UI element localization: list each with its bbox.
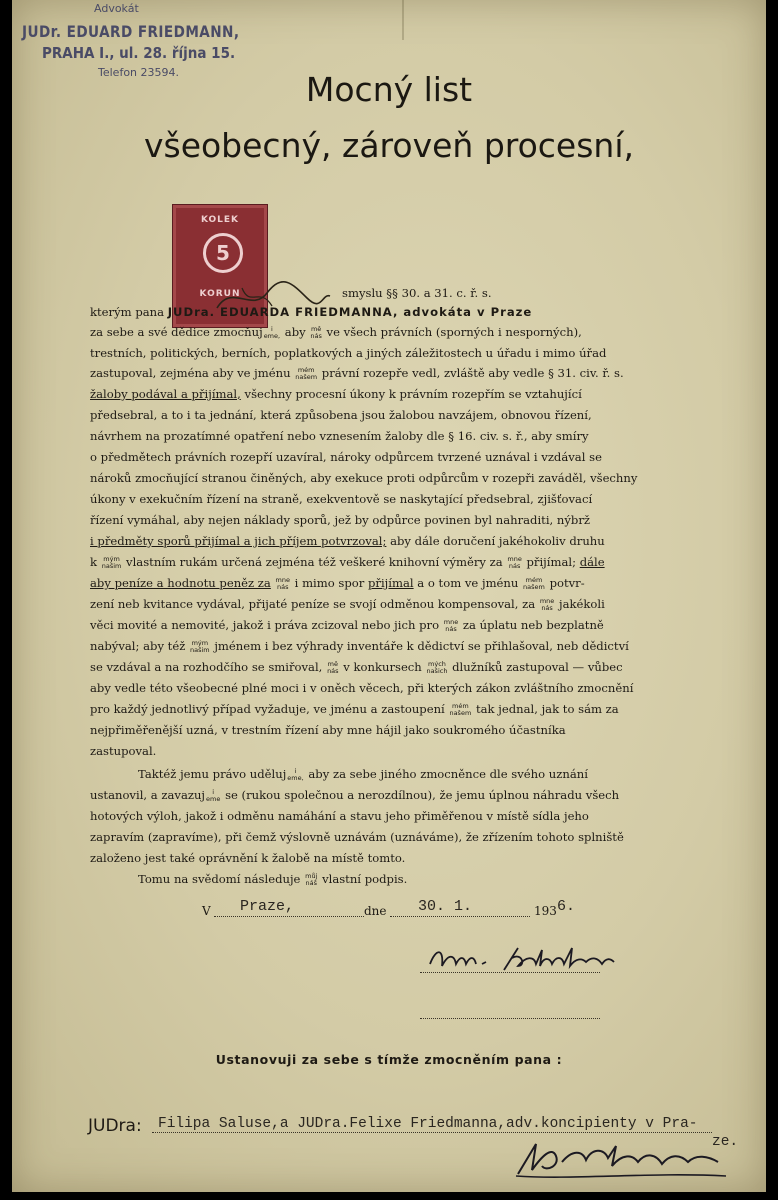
underlined-text: žaloby podával a přijímal, xyxy=(90,387,241,401)
text-span: k xyxy=(90,555,98,569)
variant-top: i xyxy=(270,325,273,333)
substitute-heading: Ustanovuji za sebe s tímže zmocněním pana : xyxy=(215,1052,563,1067)
body-line-12: řízení vymáhal, aby nejen náklady sporů, jež by odpůrce povinen byl nahraditi, nýbrž xyxy=(90,513,590,527)
underlined-text: i předměty sporů přijímal a jich příjem potvrzoval; xyxy=(90,534,387,548)
signature-dotted-line-1 xyxy=(420,972,600,973)
text-span: dlužníků zastupoval — vůbec xyxy=(452,660,623,674)
variant-top: mým xyxy=(191,639,209,647)
underlined-text: aby peníze a hodnotu peněz za xyxy=(90,576,271,590)
variant-top: i xyxy=(212,788,215,796)
text-span: pro každý jednotlivý případ vyžaduje, ve jménu a zastoupení xyxy=(90,702,445,716)
document-page xyxy=(12,0,766,1192)
year-digit: 6. xyxy=(557,898,576,915)
variant-top: mém xyxy=(297,366,315,374)
body-line-28: založeno jest také oprávnění k žalobě na místě tomto. xyxy=(90,851,406,865)
text-span: zení neb kvitance vydával, přijaté peníze se svojí odměnou kompensoval, za xyxy=(90,597,536,611)
body-line-23: zastupoval. xyxy=(90,744,157,758)
body-line-27: zapravím (zapravíme), při čemž výslovně uznávám (uznáváme), že zřízením tohoto splniště xyxy=(90,830,624,844)
form-variant xyxy=(276,577,290,591)
text-span: přijímal; xyxy=(526,555,577,569)
form-variant xyxy=(540,598,554,612)
paper-fold xyxy=(402,0,404,40)
form-variant xyxy=(206,789,220,803)
date-dotted-line xyxy=(390,916,530,917)
underlined-text: dále xyxy=(579,555,605,569)
text-span: se vzdával a na rozhodčího se smiřoval, xyxy=(90,660,323,674)
place-label: V xyxy=(202,904,211,918)
text-span: kterým pana xyxy=(90,305,165,319)
body-line-7: předsebral, a to i ta jednání, která způsobena jsou žalobou navzájem, obnovou řízení, xyxy=(90,408,592,422)
variant-bottom: našem xyxy=(449,709,472,717)
text-span: jménem i bez výhrady inventáře k dědictví se přihlašoval, neb dědictví xyxy=(214,639,629,653)
variant-bottom: nás xyxy=(445,625,457,633)
variant-bottom: eme xyxy=(206,795,221,803)
body-line-6 xyxy=(90,387,582,402)
variant-bottom: našem xyxy=(295,373,318,381)
variant-bottom: nás xyxy=(277,583,289,591)
variant-top: mým xyxy=(103,555,120,563)
document-subtitle: všeobecný, zároveň procesní, xyxy=(143,126,635,165)
text-span: se (rukou společnou a nerozdílnou), že jemu úplnou náhradu všech xyxy=(225,788,620,802)
variant-top: mne xyxy=(507,555,522,563)
text-span: vlastní podpis. xyxy=(322,872,408,886)
form-variant xyxy=(305,873,317,887)
body-line-20: aby vedle této všeobecné plné moci i v oněch věcech, při kterých zákon zvláštního zmocnění xyxy=(90,681,634,695)
text-span: aby xyxy=(284,325,306,339)
variant-top: mne xyxy=(539,597,555,605)
text-span: aby dále doručení jakéhokoliv druhu xyxy=(390,534,605,548)
text-span: tak jednal, jak to sám za xyxy=(475,702,619,716)
document-title: Mocný list xyxy=(305,70,473,109)
body-line-24 xyxy=(138,767,588,782)
variant-bottom: nás xyxy=(327,667,339,675)
body-line-4: trestních, politických, berních, poplatkových a jiných záležitostech u úřadu i mimo úřad xyxy=(90,346,607,360)
form-variant xyxy=(264,326,280,340)
body-line-29 xyxy=(138,872,407,887)
place-dotted-line xyxy=(214,916,364,917)
variant-top: i xyxy=(294,767,297,775)
variant-top: mém xyxy=(452,702,469,710)
underlined-text: přijímal xyxy=(368,576,414,590)
principal-signature xyxy=(422,940,622,976)
form-variant xyxy=(523,577,545,591)
substitute-names: Filipa Saluse,a JUDra.Felixe Friedmanna,adv.koncipienty v Pra- xyxy=(158,1116,698,1132)
date-value: 30. 1. xyxy=(418,898,473,915)
variant-bottom: nás xyxy=(508,562,521,570)
form-variant xyxy=(507,556,521,570)
stamp-line-2: JUDr. EDUARD FRIEDMANN, xyxy=(22,22,240,41)
variant-top: mých xyxy=(428,660,446,668)
form-variant xyxy=(310,326,322,340)
variant-bottom: eme, xyxy=(287,774,304,782)
revenue-stamp-value: 5 xyxy=(203,233,243,273)
form-variant xyxy=(327,661,339,675)
text-span: za úplatu neb bezplatně xyxy=(462,618,604,632)
variant-bottom: našem xyxy=(523,583,545,591)
text-span: aby za sebe jiného zmocněnce dle svého uznání xyxy=(308,767,588,781)
variant-bottom: nás xyxy=(541,604,553,612)
text-span: Tomu na svědomí následuje xyxy=(138,872,301,886)
body-line-22: nejpřiměřenější uzná, v trestním řízení aby mne hájil jako soukromého účastníka xyxy=(90,723,566,737)
stamp-line-3: PRAHA I., ul. 28. října 15. xyxy=(42,44,236,62)
form-variant xyxy=(449,703,471,717)
body-line-18 xyxy=(90,639,629,654)
signature-dotted-line-2 xyxy=(420,1018,600,1019)
text-span: Taktéž jemu právo uděluj xyxy=(138,767,287,781)
variant-bottom: eme, xyxy=(263,332,281,340)
body-line-11: úkony v exekučním řízení na straně, exekventově se naskytající předsebral, zjišťovací xyxy=(90,492,593,506)
variant-top: můj xyxy=(305,872,318,880)
text-span: vlastním rukám určená zejména též veškeré knihovní výměry za xyxy=(126,555,503,569)
body-line-8: návrhem na prozatímné opatření nebo vznesením žaloby dle § 16. civ. s. ř., aby smíry xyxy=(90,429,589,443)
body-line-26: hotových výloh, jakož i odměnu namáhání a stavu jeho přiměřenou v místě sídla jeho xyxy=(90,809,589,823)
text-span: a o tom ve jménu xyxy=(417,576,519,590)
body-line-13 xyxy=(90,534,605,549)
variant-top: mne xyxy=(275,576,290,584)
body-line-1: smyslu §§ 30. a 31. c. ř. s. xyxy=(342,286,492,300)
form-variant xyxy=(444,619,458,633)
body-line-10: nároků zmocňující stranou činěných, aby exekuce proti odpůrcům v rozepři zaváděl, všechny xyxy=(90,471,638,485)
text-span: ve všech právních (sporných i nesporných), xyxy=(326,325,582,339)
text-span: potvr- xyxy=(549,576,585,590)
text-span: ustanovil, a zavazuj xyxy=(90,788,206,802)
variant-bottom: našich xyxy=(426,667,448,675)
substitute-names-continuation: ze. xyxy=(712,1134,739,1150)
text-span: zastupoval, zejména aby ve jménu xyxy=(90,366,291,380)
form-variant xyxy=(190,640,210,654)
form-variant xyxy=(287,768,303,782)
variant-top: mne xyxy=(443,618,459,626)
advocate-signature xyxy=(512,1136,732,1184)
variant-bottom: našim xyxy=(101,562,122,570)
place-value: Praze, xyxy=(240,898,295,915)
variant-bottom: našim xyxy=(190,646,210,654)
stamp-line-4: Telefon 23594. xyxy=(98,66,180,79)
variant-bottom: nás xyxy=(310,332,322,340)
stamp-line-1: Advokát xyxy=(94,2,139,15)
text-span: nabýval; aby též xyxy=(90,639,186,653)
body-line-25 xyxy=(90,788,619,803)
body-line-17 xyxy=(90,618,604,633)
text-span: i mimo spor xyxy=(294,576,365,590)
revenue-stamp-top: KOLEK xyxy=(200,215,240,225)
text-span: všechny procesní úkony k právním rozepřím se vztahující xyxy=(244,387,582,401)
text-span: věci movité a nemovité, jakož i práva zcizoval nebo jich pro xyxy=(90,618,440,632)
revenue-stamp-bottom: KORUN xyxy=(199,289,241,299)
year-prefix: 193 xyxy=(534,904,557,918)
principal-name: JUDra. EDUARDA FRIEDMANNA, advokáta v Praze xyxy=(167,305,533,319)
form-variant xyxy=(102,556,122,570)
body-line-9: o předmětech právních rozepří uzavíral, nároky odpůrcem tvrzené uznával i vzdával se xyxy=(90,450,602,464)
text-span: za sebe a své dědice zmocňuj xyxy=(90,325,263,339)
variant-top: mém xyxy=(525,576,543,584)
text-span: v konkursech xyxy=(343,660,422,674)
body-line-14 xyxy=(90,555,605,570)
variant-top: mě xyxy=(327,660,338,668)
substitute-dotted-line xyxy=(152,1132,712,1133)
body-line-2 xyxy=(90,305,532,320)
text-span: jakékoli xyxy=(558,597,605,611)
body-line-5 xyxy=(90,366,624,381)
body-line-21 xyxy=(90,702,619,717)
date-label: dne xyxy=(364,904,387,918)
form-variant xyxy=(426,661,447,675)
text-span: právní rozepře vedl, zvláště aby vedle § 31. civ. ř. s. xyxy=(321,366,624,380)
body-line-16 xyxy=(90,597,605,612)
body-line-19 xyxy=(90,660,623,675)
substitute-prefix: JUDra: xyxy=(88,1116,142,1136)
body-line-3 xyxy=(90,325,582,340)
form-variant xyxy=(295,367,317,381)
variant-bottom: náš xyxy=(305,879,317,887)
variant-top: mě xyxy=(310,325,322,333)
body-line-15 xyxy=(90,576,585,591)
